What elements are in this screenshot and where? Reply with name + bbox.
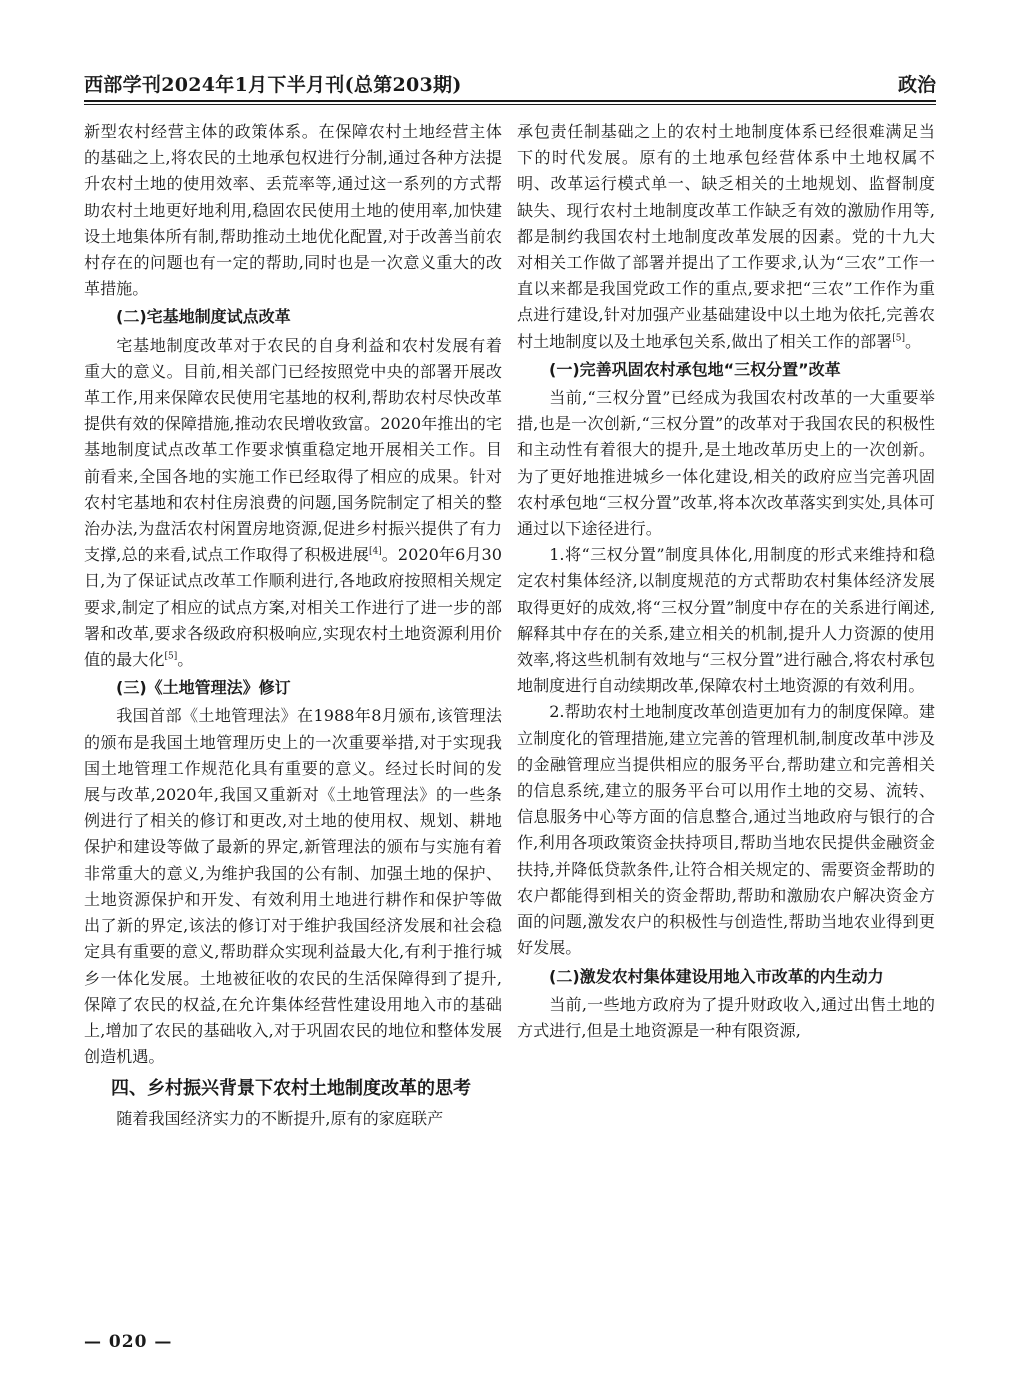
paragraph: 1.将“三权分置”制度具体化,用制度的形式来维持和稳定农村集体经济,以制度规范的方式帮助农村集体经济发展取得更好的成效,将“三权分置”制度中存在的关系进行阐述,解释其中存在的关系,建立相关的机制,提升人力资源的使用效率,将这些机制有效地与“三权分置”进行融合,将农村承包地制度进行自动续期改革,保障农村土地资源的有效利用。 [517, 545, 935, 696]
running-header [84, 70, 936, 100]
paragraph: 当前,“三权分置”已经成为我国农村改革的一大重要举措,也是一次创新,“三权分置”的改革对于我国农民的积极性和主动性有着很大的提升,是土地改革历史上的一次创新。为了更好地推进城乡一体化建设,相关的政府应当完善巩固农村承包地“三权分置”改革,将本次改革落实到实处,具体可通过以下途径进行。 [517, 388, 935, 539]
section-heading: (二)激发农村集体建设用地入市改革的内生动力 [549, 966, 884, 986]
citation: [4] [368, 546, 382, 557]
header-rule [84, 100, 936, 102]
right-column [517, 119, 935, 1044]
paragraph [517, 119, 935, 355]
section-heading: (一)完善巩固农村承包地“三权分置”改革 [549, 359, 841, 379]
citation: [5] [892, 333, 906, 344]
paragraph: 我国首部《土地管理法》在1988年8月颁布,该管理法的颁布是我国土地管理历史上的一次重要举措,对于实现我国土地管理工作规范化具有重要的意义。经过长时间的发展与改革,2020年,我国又重新对《土地管理法》的一些条例进行了相关的修订和更改,对土地的使用权、规划、耕地保护和建设等做了最新的界定,新管理法的颁布与实施有着非常重大的意义,为维护我国的公有制、加强土地的保护、土地资源保护和开发、有效利用土地进行耕作和保护等做出了新的界定,该法的修订对于维护我国经济发展和社会稳定具有重要的意义,帮助群众实现利益最大化,有利于推行城乡一体化发展。土地被征收的农民的生活保障得到了提升,保障了农民的权益,在允许集体经营性建设用地入市的基础上,增加了农民的基础收入,对于巩固农民的地位和整体发展创造机遇。 [84, 706, 502, 1067]
page-number: — 020 — [84, 1332, 173, 1352]
section-heading: (三)《土地管理法》修订 [116, 678, 291, 698]
journal-title: 西部学刊2024年1月下半月刊(总第203期) [84, 74, 462, 96]
section-heading: (二)宅基地制度试点改革 [116, 307, 291, 327]
paragraph: 随着我国经济实力的不断提升,原有的家庭联产 [116, 1109, 444, 1129]
left-column [84, 119, 502, 1133]
paragraph: 当前,一些地方政府为了提升财政收入,通过出售土地的方式进行,但是土地资源是一种有限资源, [517, 994, 935, 1040]
header-rule-thin [84, 104, 936, 105]
paragraph-text: 。2020年6月30日,为了保证试点改革工作顺利进行,各地政府按照相关规定要求,制定了相应的试点方案,对相关工作进行了进一步的部署和改革,要求各级政府积极响应,实现农村土地资源利用价值的最大化 [84, 545, 502, 670]
section-label: 政治 [897, 74, 936, 96]
paragraph: 2.帮助农村土地制度改革创造更加有力的制度保障。建立制度化的管理措施,建立完善的管理机制,制度改革中涉及的金融管理应当提供相应的服务平台,帮助建立和完善相关的信息系统,建立的服务平台可以用作土地的交易、流转、信息服务中心等方面的信息整合,通过当地政府与银行的合作,利用各项政策资金扶持项目,帮助当地农民提供金融资金扶持,并降低贷款条件,让符合相关规定的、需要资金帮助的农户都能得到相关的资金帮助,帮助和激励农户解决资金方面的问题,激发农户的积极性与创造性,帮助当地农业得到更好发展。 [517, 702, 935, 958]
paragraph-text: 。 [177, 650, 194, 670]
paragraph [84, 333, 502, 674]
paragraph-text: 宅基地制度改革对于农民的自身利益和农村发展有着重大的意义。目前,相关部门已经按照党中央的部署开展改革工作,用来保障农民使用宅基地的权利,帮助农村尽快改革提供有效的保障措施,推动农民增收致富。2020年推出的宅基地制度试点改革工作要求慎重稳定地开展相关工作。目前看来,全国各地的实施工作已经取得了相应的成果。针对农村宅基地和农村住房浪费的问题,国务院制定了相关的整治办法,为盘活农村闲置房地资源,促进乡村振兴提供了有力支撑,总的来看,试点工作取得了积极进展 [84, 335, 502, 565]
paragraph-text: 。 [905, 331, 922, 351]
citation: [5] [164, 651, 178, 662]
chapter-heading: 四、乡村振兴背景下农村土地制度改革的思考 [111, 1078, 471, 1100]
paragraph: 新型农村经营主体的政策体系。在保障农村土地经营主体的基础之上,将农民的土地承包权进行分制,通过各种方法提升农村土地的使用效率、丢荒率等,通过这一系列的方式帮助农村土地更好地利用,稳固农民使用土地的使用率,加快建设土地集体所有制,帮助推动土地优化配置,对于改善当前农村存在的问题也有一定的帮助,同时也是一次意义重大的改革措施。 [84, 122, 502, 299]
paragraph-text: 承包责任制基础之上的农村土地制度体系已经很难满足当下的时代发展。原有的土地承包经营体系中土地权属不明、改革运行模式单一、缺乏相关的土地规划、监督制度缺失、现行农村土地制度改革工作缺乏有效的激励作用等,都是制约我国农村土地制度改革发展的因素。党的十九大对相关工作做了部署并提出了工作要求,认为“三农”工作一直以来都是我国党政工作的重点,要求把“三农”工作作为重点进行建设,针对加强产业基础建设中以土地为依托,完善农村土地制度以及土地承包关系,做出了相关工作的部署 [517, 122, 935, 351]
